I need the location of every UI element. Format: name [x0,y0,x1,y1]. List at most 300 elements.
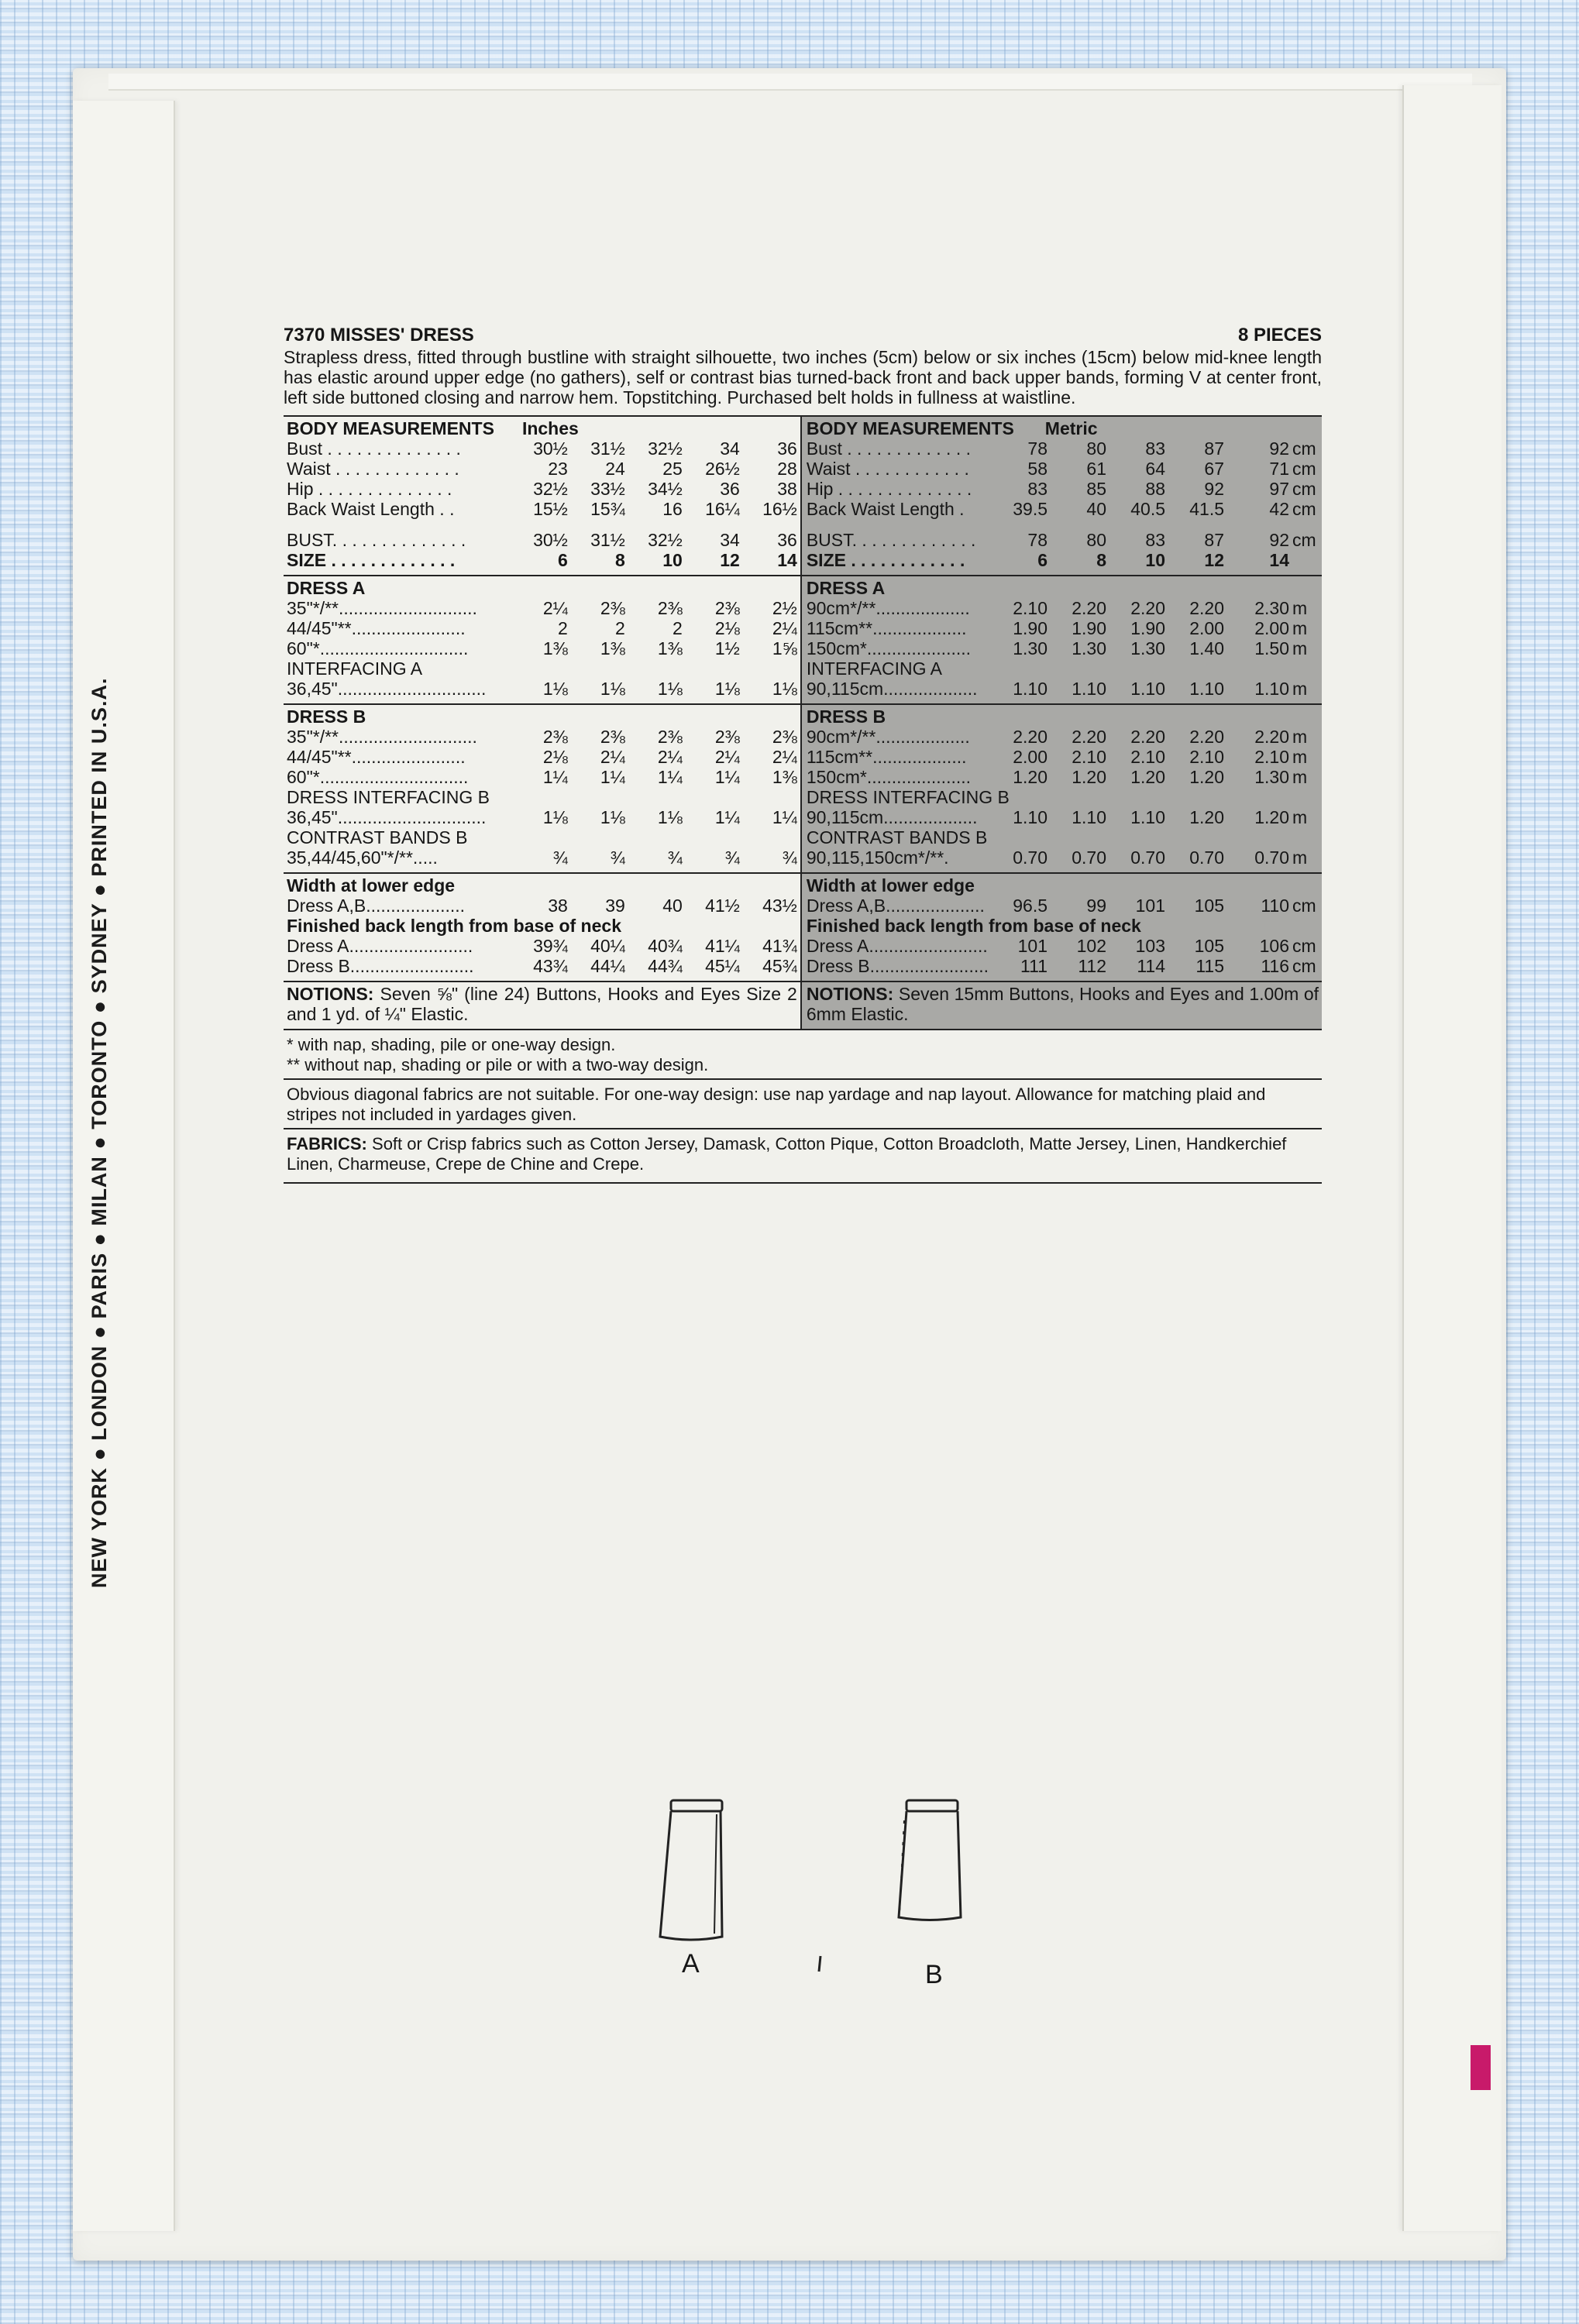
cell-value: 2.10 [1189,747,1224,767]
cell-value: 1⅜ [657,638,683,658]
row-label: Hip . . . . . . . . . . . . . . [806,479,972,499]
cell-value: 92 [1204,479,1224,499]
cell-value: 32½ [533,479,568,499]
section-title: Width at lower edge [806,875,975,896]
row-label: Bust . . . . . . . . . . . . . . [287,438,461,459]
cell-unit: m [1292,807,1308,827]
cell-value: 1¼ [542,767,568,787]
table-row [287,550,797,570]
cell-value: 31½ [590,530,625,550]
row-label: 35,44/45,60"*/**..... [287,847,438,868]
cell-unit: cm [1292,896,1316,916]
cell-value: 2⅛ [542,747,568,767]
cell-value: 1.90 [1072,618,1106,638]
cell-unit: cm [1292,479,1316,499]
finished-measurements-section [284,874,800,982]
cell-value: 41.5 [1189,499,1224,519]
cell-value: 58 [1027,459,1048,479]
pattern-description: Strapless dress, fitted through bustline with straight silhouette, two inches (5cm) below or six inches (15cm) below mid-knee length has elastic around upper edge (no gathers), self or contrast bias turned-back front and back upper bands, forming V at center front, left side buttoned closing and narrow hem. Topstitching. Purchased belt holds in fullness at waistline. [284,347,1322,407]
cell-value: 44¼ [590,956,625,976]
cell-value: 80 [1086,438,1106,459]
cell-value: 1¼ [772,807,797,827]
table-row [807,679,1319,699]
pattern-title: 7370 MISSES' DRESS [284,325,474,346]
pattern-info [284,325,1322,1184]
table-row [807,638,1319,658]
row-label: Waist . . . . . . . . . . . . [806,459,969,479]
notions-section [284,982,800,1030]
table-row [807,459,1319,479]
cell-value: 2⅜ [714,598,740,618]
cell-value: 24 [605,459,625,479]
cell-value: 2.10 [1072,747,1106,767]
section-title: INTERFACING A [287,658,423,679]
cell-value: 39 [605,896,625,916]
cell-value: ¾ [782,847,797,868]
spacer [807,519,1319,530]
table-row [287,479,797,499]
table-row [287,956,797,976]
cell-value: 12 [1204,550,1224,570]
table-row [287,807,797,827]
cell-value: 1.10 [1072,807,1106,827]
cell-value: 1.30 [1072,638,1106,658]
cell-value: 92 [1269,530,1289,550]
cell-value: 99 [1086,896,1106,916]
cell-value: 2.10 [1130,747,1165,767]
cell-value: 16¼ [705,499,740,519]
cell-value: 1⅛ [772,679,797,699]
row-label: Dress A,B.................... [806,896,985,916]
cell-value: 30½ [533,530,568,550]
section-title: DRESS B [806,706,886,727]
pattern-pieces: 8 PIECES [1237,325,1322,346]
magenta-registration-mark [1471,2045,1491,2090]
envelope-right-flap [1402,85,1502,2231]
cell-value: 78 [1027,530,1048,550]
cell-value: ¾ [610,847,625,868]
cell-value: 15½ [533,499,568,519]
cell-value: 16 [662,499,683,519]
table-row [807,847,1319,868]
cell-value: 34 [720,530,740,550]
cell-value: 2¼ [714,747,740,767]
row-label: 90cm*/**................... [806,598,970,618]
cell-value: 6 [558,550,568,570]
cell-value: 39.5 [1013,499,1048,519]
cell-value: 2⅜ [542,727,568,747]
cell-value: 83 [1027,479,1048,499]
notions-text: Seven 15mm Buttons, Hooks and Eyes and 1.00m of 6mm Elastic. [806,984,1319,1024]
row-label: Dress A........................ [806,936,988,956]
notions-label: NOTIONS: [287,984,374,1004]
table-row [807,936,1319,956]
cell-value: 40.5 [1130,499,1165,519]
row-label: 90,115cm................... [806,679,978,699]
cell-value: 43¾ [533,956,568,976]
table-row [287,847,797,868]
cell-value: 1.10 [1013,807,1048,827]
cell-value: 15¾ [590,499,625,519]
row-label: 150cm*..................... [806,638,972,658]
cell-value: 67 [1204,459,1224,479]
cell-value: 34½ [648,479,683,499]
row-label: Dress B........................ [806,956,989,976]
cell-value: 2.20 [1072,598,1106,618]
cell-value: 1⅛ [600,807,625,827]
cell-value: 2.30 [1254,598,1289,618]
fabrics-text: Soft or Crisp fabrics such as Cotton Jersey, Damask, Cotton Pique, Cotton Broadcloth, Matte Jersey, Linen, Handkerchief Linen, Charmeuse, Crepe de Chine and Crepe. [287,1134,1287,1174]
row-label: Dress B......................... [287,956,474,976]
cell-value: 10 [1145,550,1165,570]
cell-value: 1.20 [1013,767,1048,787]
cell-value: 38 [777,479,797,499]
cell-value: 1½ [714,638,740,658]
table-header [807,418,1319,438]
cell-value: 10 [662,550,683,570]
cell-value: 110 [1261,896,1289,916]
side-imprint: NEW YORK ● LONDON ● PARIS ● MILAN ● TORONTO ● SYDNEY ● PRINTED IN U.S.A. [88,677,111,1588]
row-label: 60"*.............................. [287,638,469,658]
cell-unit: m [1292,767,1308,787]
cell-value: 1.20 [1254,807,1289,827]
yardage-tables [284,415,1322,1030]
cell-value: 1⅛ [657,807,683,827]
cell-value: 87 [1204,530,1224,550]
cell-value: 115 [1195,956,1224,976]
cell-unit: m [1292,847,1308,868]
table-row [807,499,1319,519]
cell-value: 12 [720,550,740,570]
cell-value: 1⅝ [772,638,797,658]
spacer [287,519,797,530]
dress-a-sketch [660,1800,722,1940]
body-measurements-section [284,417,800,576]
cell-value: 80 [1086,530,1106,550]
cell-value: 2.10 [1254,747,1289,767]
cell-value: 40¼ [590,936,625,956]
row-label: Back Waist Length . . [287,499,455,519]
cell-value: ¾ [724,847,740,868]
row-label: Bust . . . . . . . . . . . . . [806,438,972,459]
row-label: BUST. . . . . . . . . . . . . . [287,530,466,550]
fabrics-label: FABRICS: [287,1134,367,1153]
table-row [807,479,1319,499]
cell-value: 2 [673,618,683,638]
cell-value: 1.50 [1254,638,1289,658]
diagonal-note [284,1078,1322,1128]
cell-value: 36 [777,438,797,459]
finished-measurements-section [802,874,1322,982]
cell-value: 0.70 [1013,847,1048,868]
row-label: 115cm**................... [806,618,967,638]
cell-value: 1.10 [1130,679,1165,699]
cell-value: 1⅛ [542,807,568,827]
table-header [287,418,797,438]
table-row [287,530,797,550]
cell-value: 2¼ [772,618,797,638]
cell-value: 2⅜ [657,598,683,618]
notions-text: Seven ⅝" (line 24) Buttons, Hooks and Eyes Size 2 and 1 yd. of ¼" Elastic. [287,984,797,1024]
nap-note: * with nap, shading, pile or one-way design. [287,1035,616,1054]
cell-value: 105 [1194,936,1224,956]
table-row [287,459,797,479]
cell-value: 0.70 [1189,847,1224,868]
cell-unit: m [1292,727,1308,747]
cell-value: 14 [1269,550,1289,570]
cell-value: 83 [1145,530,1165,550]
section-title: DRESS INTERFACING B [287,787,490,807]
section-title: CONTRAST BANDS B [287,827,468,847]
cell-value: 6 [1037,550,1048,570]
cell-value: 31½ [590,438,625,459]
cell-value: 1.20 [1189,807,1224,827]
cell-value: 78 [1027,438,1048,459]
row-label: Hip . . . . . . . . . . . . . . [287,479,452,499]
table-row [287,896,797,916]
cell-value: 2¼ [542,598,568,618]
cell-value: 1.10 [1254,679,1289,699]
row-label: Dress A,B.................... [287,896,466,916]
table-row [807,807,1319,827]
cell-value: 2¼ [600,747,625,767]
cell-unit: m [1292,598,1308,618]
cell-value: 23 [548,459,568,479]
cell-value: 114 [1137,956,1165,976]
cell-value: 40 [662,896,683,916]
table-row [287,679,797,699]
cell-value: 14 [777,550,797,570]
cell-value: 111 [1020,956,1048,976]
cell-value: 2.20 [1130,727,1165,747]
dress-b-section [284,705,800,874]
cell-value: 2.00 [1189,618,1224,638]
view-sketches [643,1797,968,2014]
without-nap-note: ** without nap, shading or pile or with a two-way design. [287,1055,709,1074]
cell-value: 38 [548,896,568,916]
cell-value: 2¼ [772,747,797,767]
section-title: DRESS INTERFACING B [806,787,1010,807]
nap-notes [284,1030,1322,1078]
section-title: CONTRAST BANDS B [806,827,988,847]
row-label: BUST. . . . . . . . . . . . . [806,530,976,550]
header-unit: Metric [1044,418,1098,438]
table-row [287,747,797,767]
cell-value: 0.70 [1072,847,1106,868]
cell-value: 45¾ [762,956,797,976]
notions-section [802,982,1322,1030]
cell-value: 32½ [648,530,683,550]
cell-value: 40 [1086,499,1106,519]
cell-unit: m [1292,679,1308,699]
cell-value: 112 [1078,956,1106,976]
envelope-top-flap [108,74,1472,91]
cell-value: 41¾ [762,936,797,956]
cell-value: 26½ [705,459,740,479]
cell-value: 25 [662,459,683,479]
table-row [287,618,797,638]
row-label: Waist . . . . . . . . . . . . . [287,459,459,479]
cell-value: 2⅜ [772,727,797,747]
cell-unit: cm [1292,499,1316,519]
cell-value: 2.20 [1254,727,1289,747]
table-row [807,598,1319,618]
cell-value: ¾ [667,847,683,868]
cell-value: 87 [1204,438,1224,459]
cell-value: 105 [1194,896,1224,916]
section-title: DRESS A [806,578,886,598]
cell-value: 103 [1135,936,1165,956]
row-label: 36,45".............................. [287,679,487,699]
cell-value: 101 [1135,896,1165,916]
cell-value: 1.20 [1189,767,1224,787]
cell-value: 34 [720,438,740,459]
section-title: Finished back length from base of neck [287,916,621,936]
diagonal-text: Obvious diagonal fabrics are not suitable. For one-way design: use nap yardage and nap layout. Allowance for matching plaid and stripes not included in yardages given. [287,1085,1266,1124]
pattern-heading [284,325,1322,346]
cell-value: 30½ [533,438,568,459]
row-label: 90cm*/**................... [806,727,970,747]
cell-value: 1.10 [1130,807,1165,827]
cell-value: 1.10 [1072,679,1106,699]
section-title: Finished back length from base of neck [806,916,1141,936]
body-measurements-section [802,417,1322,576]
cell-value: 1⅛ [714,679,740,699]
row-label: 90,115cm................... [806,807,978,827]
cell-value: 2.10 [1013,598,1048,618]
divider [284,1182,1322,1184]
cell-value: 1.10 [1013,679,1048,699]
cell-value: 45¼ [705,956,740,976]
cell-value: 43½ [762,896,797,916]
table-row [287,438,797,459]
cell-value: 1.30 [1130,638,1165,658]
cell-value: 1⅛ [657,679,683,699]
cell-value: 1.90 [1013,618,1048,638]
cell-unit: m [1292,618,1308,638]
table-row [287,499,797,519]
dress-b-sketch [899,1800,961,1920]
cell-value: 61 [1086,459,1106,479]
cell-value: 33½ [590,479,625,499]
cell-value: 1.30 [1254,767,1289,787]
cell-value: 28 [777,459,797,479]
cell-value: 2 [615,618,625,638]
cell-unit: cm [1292,936,1316,956]
cell-value: 2.20 [1013,727,1048,747]
cell-value: 8 [615,550,625,570]
row-label: 44/45"**....................... [287,747,466,767]
cell-value: 2⅛ [714,618,740,638]
cell-value: 88 [1145,479,1165,499]
table-row [287,767,797,787]
cell-value: 1.20 [1130,767,1165,787]
cell-value: 44¾ [648,956,683,976]
dress-b-section [802,705,1322,874]
table-row [807,956,1319,976]
cell-value: 2⅜ [657,727,683,747]
cell-value: 2.00 [1254,618,1289,638]
cell-value: 41½ [705,896,740,916]
header-label: BODY MEASUREMENTS [806,418,1014,438]
cell-value: 1.20 [1072,767,1106,787]
cell-value: 1⅛ [542,679,568,699]
table-row [287,936,797,956]
cell-value: 1⅜ [542,638,568,658]
cell-unit: cm [1292,459,1316,479]
row-label: SIZE . . . . . . . . . . . . . [287,550,456,570]
table-row [807,727,1319,747]
inch-table [284,417,802,1030]
cell-value: 0.70 [1254,847,1289,868]
cell-value: 16½ [762,499,797,519]
cell-value: 2⅜ [600,598,625,618]
cell-value: 1¼ [714,767,740,787]
cell-value: 1.90 [1130,618,1165,638]
row-label: Dress A......................... [287,936,473,956]
row-label: 35"*/**............................ [287,727,477,747]
cell-value: 83 [1145,438,1165,459]
cell-value: 39¾ [533,936,568,956]
notions-label: NOTIONS: [806,984,894,1004]
cell-unit: cm [1292,530,1316,550]
cell-value: 1¼ [714,807,740,827]
cell-value: 2¼ [657,747,683,767]
row-label: 115cm**................... [806,747,967,767]
dress-a-section [284,576,800,705]
cell-value: 2.20 [1189,727,1224,747]
header-unit: Inches [521,418,579,438]
cell-value: 1.30 [1013,638,1048,658]
cell-value: 92 [1269,438,1289,459]
cell-value: 101 [1017,936,1048,956]
section-title: INTERFACING A [806,658,942,679]
section-title: DRESS A [287,578,366,598]
dress-a-section [802,576,1322,705]
table-row [807,438,1319,459]
cell-value: 116 [1261,956,1289,976]
view-a-label: A [682,1949,700,1978]
section-title: DRESS B [287,706,366,727]
cell-unit: m [1292,638,1308,658]
header-label: BODY MEASUREMENTS [287,418,494,438]
cell-unit: cm [1292,956,1316,976]
cell-value: 1.10 [1189,679,1224,699]
cell-value: 96.5 [1013,896,1048,916]
cell-value: 97 [1269,479,1289,499]
cell-value: 42 [1269,499,1289,519]
cell-value: 2.00 [1013,747,1048,767]
cell-value: 1⅜ [772,767,797,787]
cell-value: 8 [1096,550,1106,570]
table-row [807,767,1319,787]
table-row [287,727,797,747]
cell-unit: cm [1292,438,1316,459]
cell-value: 71 [1269,459,1289,479]
cell-value: 2.20 [1072,727,1106,747]
row-label: SIZE . . . . . . . . . . . . [806,550,965,570]
cell-value: 32½ [648,438,683,459]
cell-value: 102 [1076,936,1106,956]
cell-unit: m [1292,747,1308,767]
table-row [807,618,1319,638]
view-b-label: B [925,1960,943,1989]
table-row [807,530,1319,550]
section-title: Width at lower edge [287,875,456,896]
cell-value: 2.20 [1130,598,1165,618]
table-row [807,747,1319,767]
fabrics-note [284,1128,1322,1177]
